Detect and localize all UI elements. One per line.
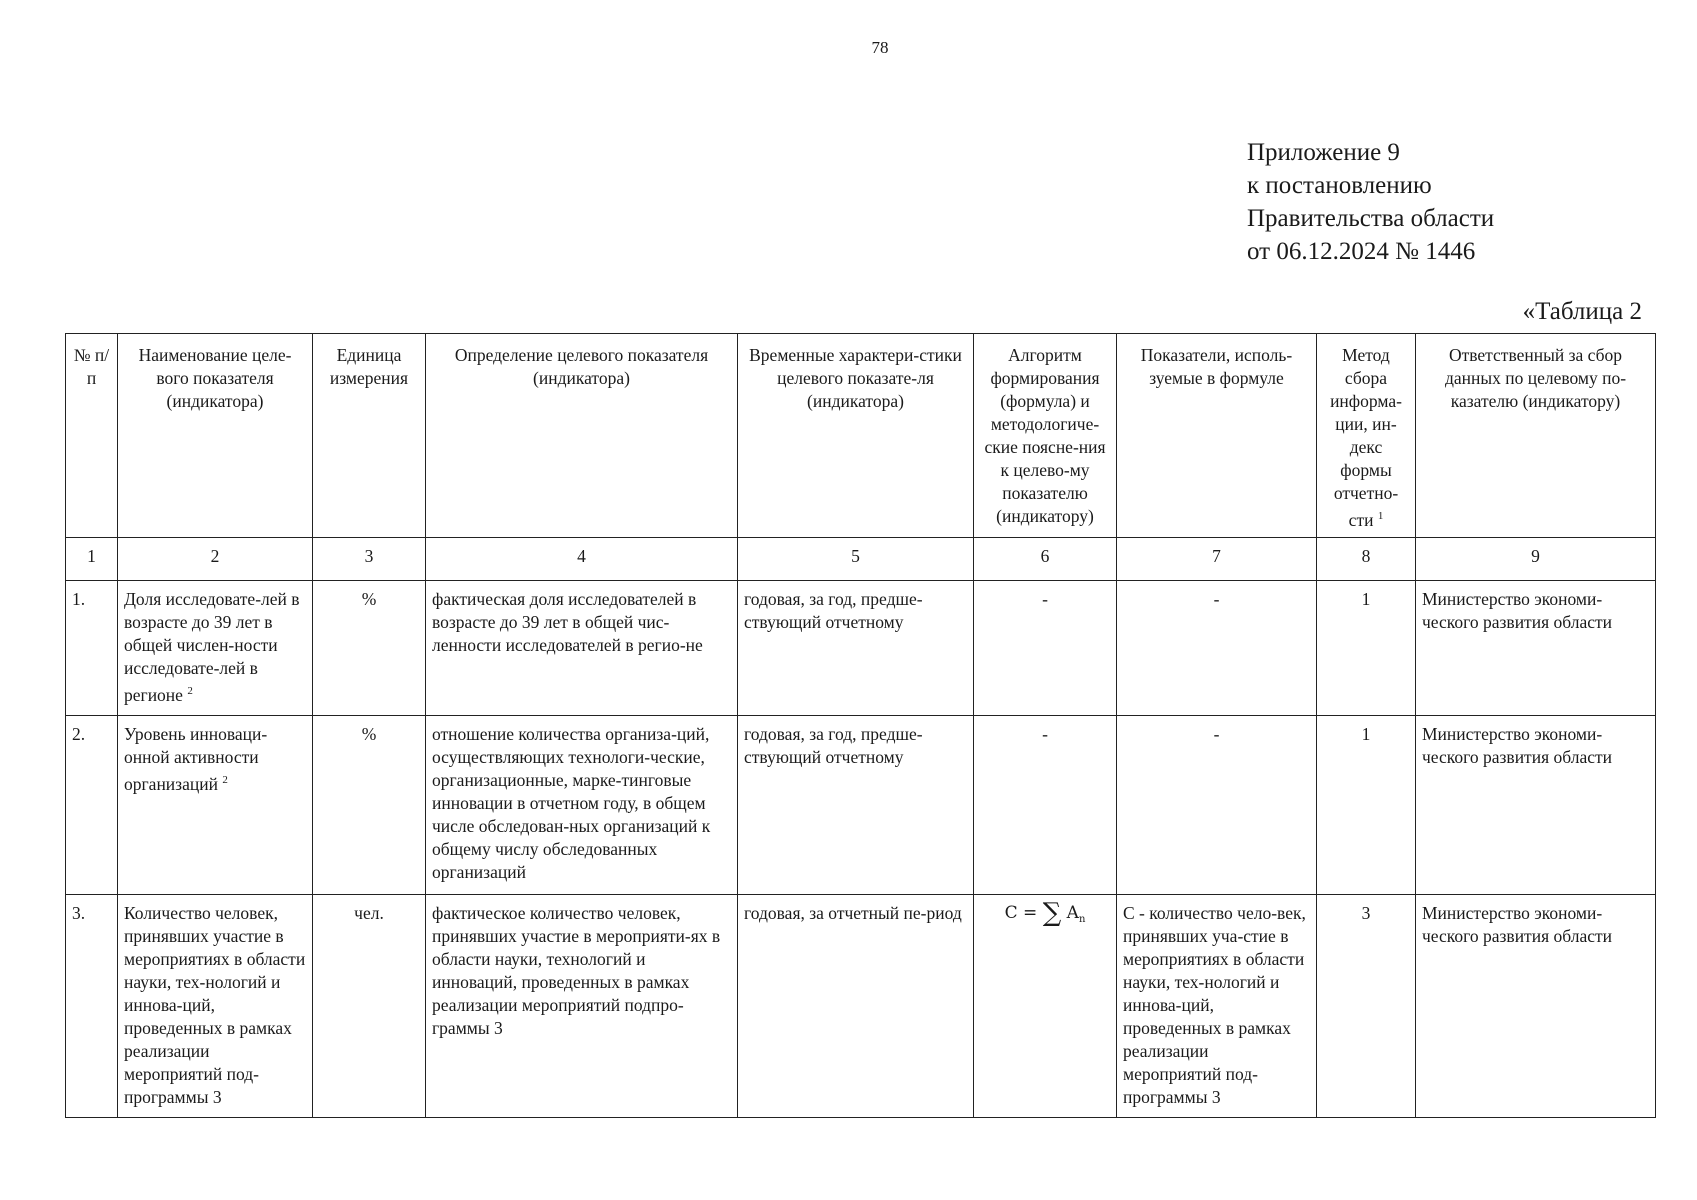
appendix-line-4: от 06.12.2024 № 1446	[1247, 238, 1476, 265]
algorithm: -	[974, 715, 1117, 894]
responsible: Министерство экономи-ческого развития области	[1416, 715, 1656, 894]
formula-indicators: -	[1117, 715, 1317, 894]
column-number: 4	[426, 537, 738, 580]
column-number-row	[66, 537, 1656, 580]
column-number: 7	[1117, 537, 1317, 580]
header-unit: Единица измерения	[313, 334, 426, 538]
header-indicators: Показатели, исполь-зуемые в формуле	[1117, 334, 1317, 538]
indicator-name	[118, 715, 313, 894]
column-number: 5	[738, 537, 974, 580]
responsible: Министерство экономи-ческого развития области	[1416, 894, 1656, 1117]
responsible: Министерство экономи-ческого развития области	[1416, 580, 1656, 715]
formula-lhs: C	[1004, 902, 1018, 923]
name-footnote: 2	[222, 773, 228, 786]
name-footnote: 2	[187, 684, 193, 697]
header-number: № п/п	[66, 334, 118, 538]
formula-subscript: n	[1078, 913, 1086, 925]
collection-method: 1	[1317, 580, 1416, 715]
table-caption: «Таблица 2	[1522, 298, 1642, 325]
indicator-name	[118, 580, 313, 715]
collection-method: 3	[1317, 894, 1416, 1117]
column-number: 9	[1416, 537, 1656, 580]
indicator-name-text: Доля исследовате-лей в возрасте до 39 лет в общей числен-ности исследовате-лей в регионе	[124, 588, 300, 705]
time-characteristics: годовая, за год, предше-ствующий отчетному	[738, 715, 974, 894]
formula-equals: =	[1023, 902, 1038, 923]
header-name: Наименование целе-вого показателя (индикатора)	[118, 334, 313, 538]
definition: фактическое количество человек, принявших участие в мероприяти-ях в области науки, технологий и инноваций, проведенных в рамках реализации мероприятий подпро-граммы 3	[426, 894, 738, 1117]
header-row	[66, 334, 1656, 538]
header-method	[1317, 334, 1416, 538]
header-algorithm: Алгоритм формирования (формула) и методологиче-ские поясне-ния к целево-му показателю (индикатору)	[974, 334, 1117, 538]
collection-method: 1	[1317, 715, 1416, 894]
formula-indicators: С - количество чело-век, принявших уча-стие в мероприятиях в области науки, тех-нологий и иннова-ций, проведенных в рамках реализации мероприятий под-программы 3	[1117, 894, 1317, 1117]
column-number: 2	[118, 537, 313, 580]
row-number: 2.	[66, 715, 118, 894]
column-number: 8	[1317, 537, 1416, 580]
table-row	[66, 894, 1656, 1117]
table-row	[66, 580, 1656, 715]
formula	[974, 894, 1117, 1117]
algorithm: -	[974, 580, 1117, 715]
sigma-symbol: ∑	[1042, 897, 1062, 928]
header-time: Временные характери-стики целевого показате-ля (индикатора)	[738, 334, 974, 538]
definition: фактическая доля исследователей в возрасте до 39 лет в общей чис-ленности исследователей в регио-не	[426, 580, 738, 715]
unit: %	[313, 715, 426, 894]
column-number: 6	[974, 537, 1117, 580]
time-characteristics: годовая, за отчетный пе-риод	[738, 894, 974, 1117]
header-method-text: Метод сбора информа-ции, ин-декс формы отчетно-сти	[1330, 345, 1402, 530]
time-characteristics: годовая, за год, предше-ствующий отчетному	[738, 580, 974, 715]
header-responsible: Ответственный за сбор данных по целевому по-казателю (индикатору)	[1416, 334, 1656, 538]
appendix-line-3: Правительства области	[1247, 205, 1495, 232]
column-number: 3	[313, 537, 426, 580]
formula-variable: A	[1066, 902, 1079, 923]
indicators-table	[65, 333, 1656, 1118]
formula-indicators: -	[1117, 580, 1317, 715]
page-number: 78	[871, 38, 889, 57]
column-number: 1	[66, 537, 118, 580]
row-number: 1.	[66, 580, 118, 715]
appendix-block	[1247, 136, 1494, 268]
header-method-footnote: 1	[1377, 510, 1384, 522]
indicator-name: Количество человек, принявших участие в мероприятиях в области науки, тех-нологий и иннова-ций, проведенных в рамках реализации мероприятий под-программы 3	[118, 894, 313, 1117]
appendix-line-1: Приложение 9	[1247, 139, 1400, 166]
unit: %	[313, 580, 426, 715]
appendix-line-2: к постановлению	[1247, 172, 1432, 199]
indicator-name-text: Уровень инноваци-онной активности организаций	[124, 723, 268, 794]
unit: чел.	[313, 894, 426, 1117]
definition: отношение количества организа-ций, осуществляющих технологи-ческие, организационные, марке-тинговые инновации в отчетном году, в общем числе обследован-ных организаций к общему числу обследованных организаций	[426, 715, 738, 894]
table-row	[66, 715, 1656, 894]
row-number: 3.	[66, 894, 118, 1117]
header-definition: Определение целевого показателя (индикатора)	[426, 334, 738, 538]
